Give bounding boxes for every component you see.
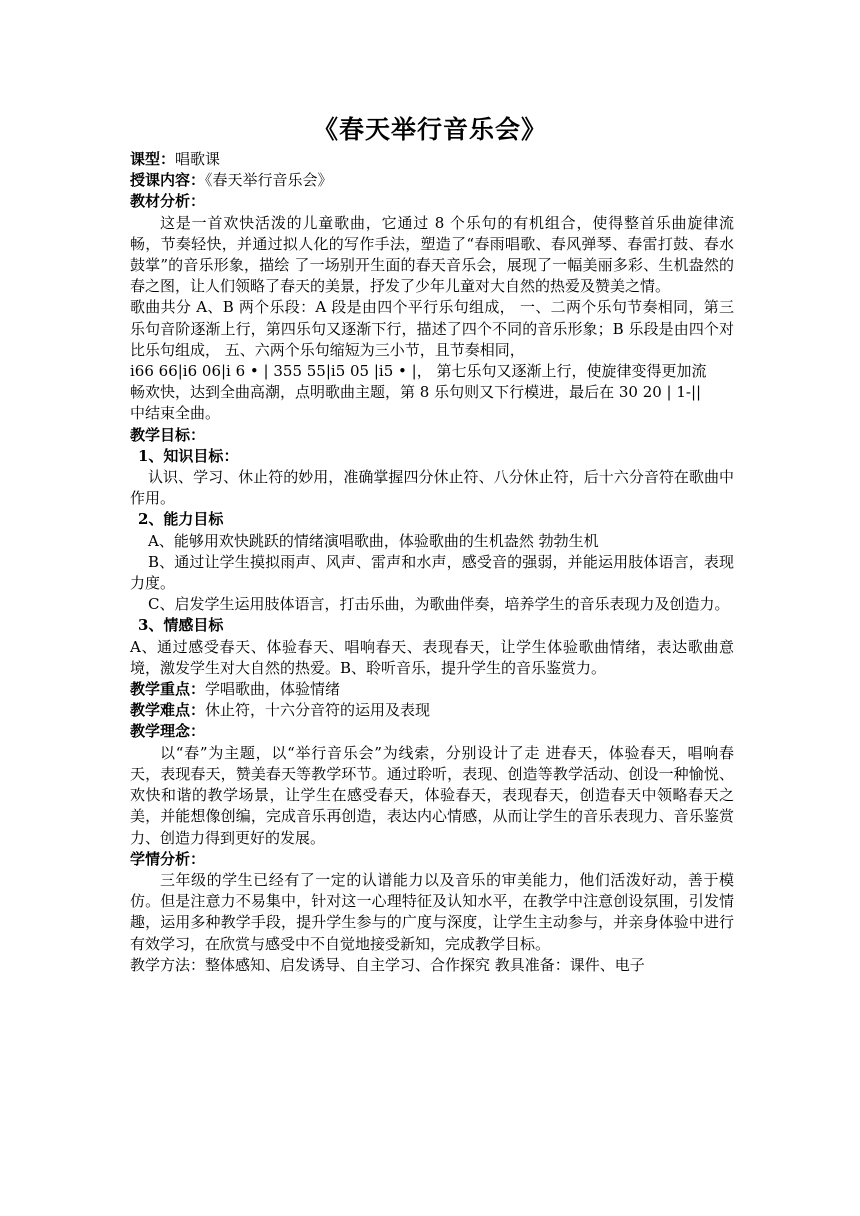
course-type-value: 唱歌课 [175,150,221,168]
material-ending-line: 中结束全曲。 [130,404,221,423]
knowledge-goal-heading: 1、知识目标： [138,446,239,465]
course-type-line [130,149,734,170]
methods-line: 教学方法：整体感知、启发诱导、自主学习、合作探究 教具准备：课件、电子 [130,955,645,974]
philosophy-text: 以“春”为主题，以“举行音乐会”为线索，分别设计了走 进春天，体验春天，唱响春天，表现春天，赞美春天等教学环节。通过聆听，表现、创造等教学活动、创设一种愉悦、欢快和谐的教学场景，让学生在感受春天，体验春天，表现春天，创造春天中领略春天之美，并能想像创编，完成音乐再创造，表达内心情感，从而让学生的音乐表现力、音乐鉴赏力、创造力得到更好的发展。 [130,743,734,847]
document-body [130,149,734,976]
emotion-goal-heading: 3、情感目标 [138,616,224,635]
learning-heading: 学情分析： [130,849,206,868]
learning-text: 三年级的学生已经有了一定的认谱能力以及音乐的审美能力，他们活泼好动，善于模仿。但是注意力不易集中，针对这一心理特征及认知水平，在教学中注意创设氛围，引发情趣，运用多种教学手段，提升学生参与的广度与深度，让学生主动参与，并亲身体验中进行有效学习，在欣赏与感受中不自觉地接受新知，完成教学目标。 [130,870,734,953]
ability-goal-heading: 2、能力目标 [138,510,224,529]
difficulty-label: 教学难点： [130,701,206,720]
material-notation-line-2: 畅欢快，达到全曲高潮，点明歌曲主题，第 8 乐句则又下行模进，最后在 30 20 | 1-|| [130,383,702,402]
key-point-label: 教学重点： [130,680,206,699]
knowledge-goal-text: 认识、学习、休止符的妙用，准确掌握四分休止符、八分休止符，后十六分音符在歌曲中作用。 [130,468,734,508]
emotion-goal-text: A、通过感受春天、体验春天、唱响春天、表现春天，让学生体验歌曲情绪，表达歌曲意境，激发学生对大自然的热爱。B、聆听音乐，提升学生的音乐鉴赏力。 [130,637,734,677]
difficulty-value: 休止符，十六分音符的运用及表现 [205,701,431,720]
key-point-value: 学唱歌曲，体验情绪 [205,680,341,699]
content-line [130,170,734,191]
philosophy-heading: 教学理念： [130,722,206,741]
content-label: 授课内容： [130,171,206,190]
page-title: 《春天举行音乐会》 [312,115,547,144]
material-paragraph-2: 歌曲共分 A、B 两个乐段：A 段是由四个平行乐句组成， 一、二两个乐句节奏相同，第三乐句音阶逐渐上行，第四乐句又逐渐下行，描述了四个不同的音乐形象；B 乐段是由四个对比乐句组成， 五、六两个乐句缩短为三小节，且节奏相同， [130,298,734,359]
material-heading: 教材分析： [130,192,206,211]
content-value: 《春天举行音乐会》 [205,171,333,190]
material-notation-line: i66 66|i6 06|i 6 • | 355 55|i5 05 |i5 • |， 第七乐句又逐渐上行，使旋律变得更加流 [130,362,707,381]
ability-goal-c: C、启发学生运用肢体语言，打击乐曲，为歌曲伴奏，培养学生的音乐表现力及创造力。 [148,595,730,614]
difficulty-line [130,700,734,721]
ability-goal-b: B、通过让学生摸拟雨声、风声、雷声和水声，感受音的强弱，并能运用肢体语言，表现力度。 [130,552,734,593]
material-paragraph-1: 这是一首欢快活泼的儿童歌曲，它通过 8 个乐句的有机组合，使得整首乐曲旋律流畅，节奏轻快，并通过拟人化的写作手法，塑造了“春雨唱歌、春风弹琴、春雷打鼓、春水鼓掌”的音乐形象，描绘 了一场别开生面的春天音乐会，展现了一幅美丽多彩、生机盎然的 春之图，让人们领略了春天的美景，抒发了少年儿童对大自然的热爱及赞美之情。 [130,213,734,296]
ability-goal-a: A、能够用欢快跳跃的情绪演唱歌曲，体验歌曲的生机盎然 勃勃生机 [148,531,599,550]
course-type-label: 课型： [130,150,176,168]
key-point-line [130,679,734,700]
goals-heading: 教学目标： [130,425,206,444]
